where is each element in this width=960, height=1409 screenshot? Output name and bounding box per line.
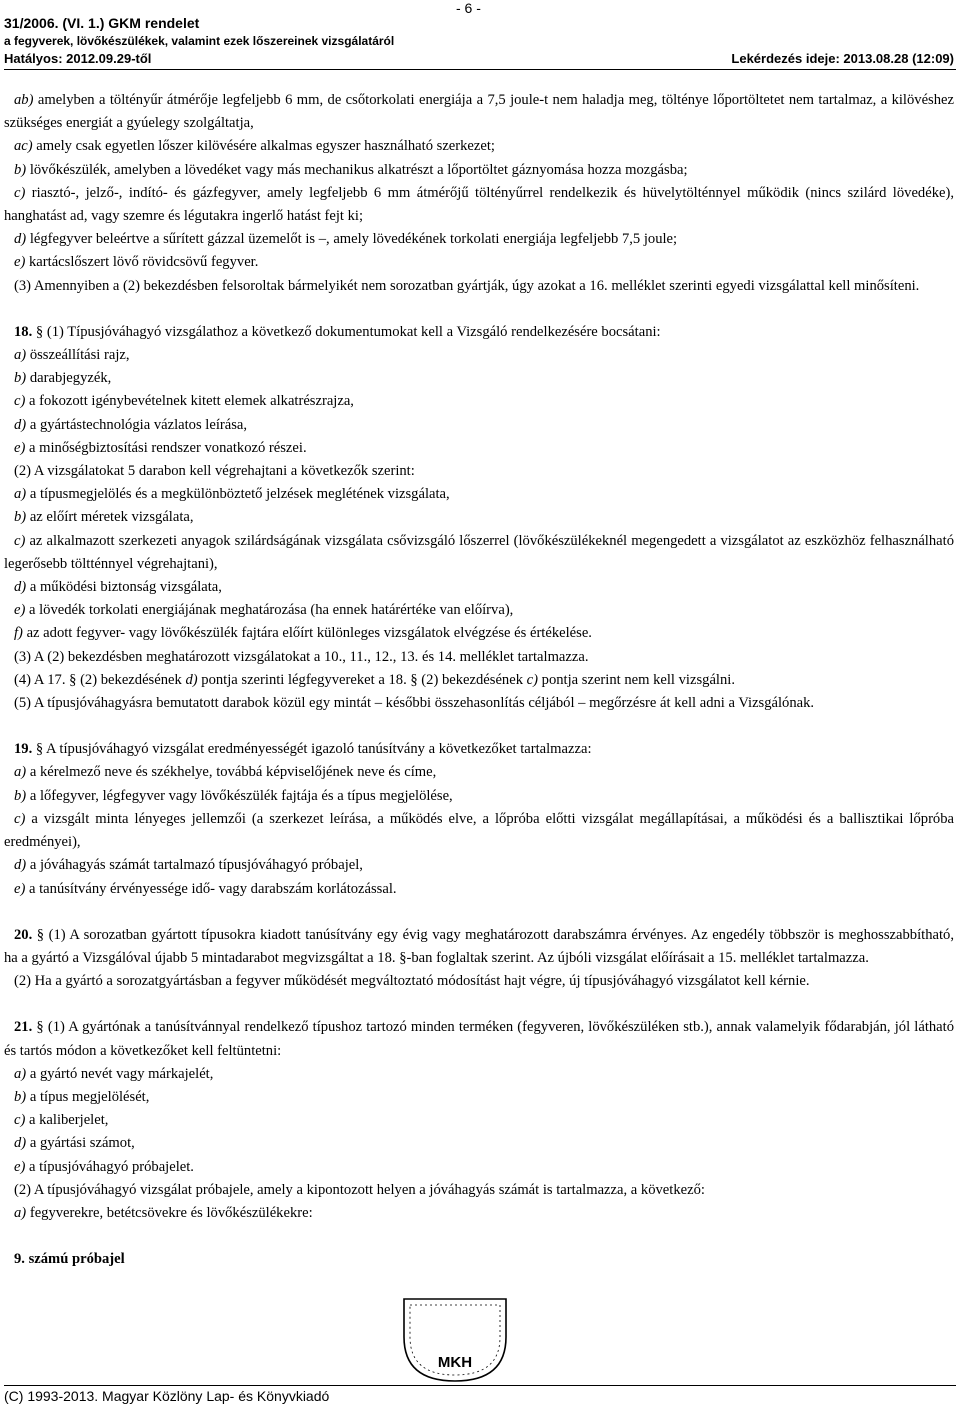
paragraph bbox=[4, 182, 954, 228]
item-text: a kérelmező neve és székhelye, továbbá képviselőjének neve és címe, bbox=[29, 764, 437, 781]
item-text: a gyártástechnológia vázlatos leírása, bbox=[29, 416, 248, 433]
item-label: b) bbox=[14, 370, 27, 387]
list-item bbox=[4, 1132, 954, 1155]
item-label: c) bbox=[14, 393, 26, 410]
section-number: 20. bbox=[14, 926, 33, 943]
item-label: e) bbox=[14, 254, 26, 271]
list-item bbox=[4, 785, 954, 808]
item-text: a jóváhagyás számát tartalmazó típusjóváhagyó próbajel, bbox=[29, 857, 363, 874]
text-run: pontja szerint nem kell vizsgálni. bbox=[541, 671, 735, 688]
list-item bbox=[4, 761, 954, 784]
text-run: pontja szerinti légfegyvereket a 18. § (2) bekezdésének bbox=[201, 671, 523, 688]
item-label: a) bbox=[14, 1065, 27, 1082]
spacer bbox=[4, 715, 954, 738]
section-text: § (1) Típusjóváhagyó vizsgálathoz a következő dokumentumokat kell a Vizsgáló rendelkezésére bocsátani: bbox=[35, 323, 661, 340]
page-number: - 6 - bbox=[456, 0, 481, 16]
item-text: a tanúsítvány érvényessége idő- vagy darabszám korlátozással. bbox=[29, 880, 397, 897]
item-label: a) bbox=[14, 1204, 27, 1221]
spacer bbox=[4, 901, 954, 924]
item-text: kartácslőszert lövő rövidcsövű fegyver. bbox=[29, 254, 259, 271]
paragraph: (5) A típusjóváhagyásra bemutatott darabok közül egy mintát – későbbi összehasonlítás céljából – megőrzésre át kell adni a Vizsgálónak. bbox=[14, 695, 815, 712]
section-21 bbox=[4, 1016, 954, 1062]
item-label: d) bbox=[14, 579, 27, 596]
item-text: lövőkészülék, amelyben a lövedéket vagy más mechanikus alkatrészt a lőportöltet gáznyomása hozza mozgásba; bbox=[29, 161, 688, 178]
item-text: amelyben a töltényűr átmérője legfeljebb 6 mm, de csőtorkolati energiája a 7,5 joule-t nem haladja meg, tölténye lőportöltetet nem tartalmaz, a kilövéshez szükséges energiát a gyúelegy szolgáltatja, bbox=[4, 92, 954, 132]
list-item bbox=[4, 390, 954, 413]
list-item bbox=[4, 1086, 954, 1109]
proof-mark-heading: 9. számú próbajel bbox=[14, 1251, 125, 1268]
item-text: a fokozott igénybevételnek kitett elemek alkatrészrajza, bbox=[29, 393, 354, 410]
section-number: 18. bbox=[14, 323, 33, 340]
item-label: e) bbox=[14, 880, 26, 897]
item-label: c) bbox=[14, 532, 26, 549]
query-time: Lekérdezés ideje: 2013.08.28 (12:09) bbox=[731, 51, 954, 66]
item-text: légfegyver beleértve a sűrített gázzal üzemelőt is –, amely lövedékének torkolati energiája legfeljebb 7,5 joule; bbox=[29, 231, 678, 248]
page-header bbox=[4, 0, 956, 70]
item-label: e) bbox=[14, 439, 26, 456]
section-20 bbox=[4, 924, 954, 970]
list-item bbox=[4, 530, 954, 576]
item-label: b) bbox=[14, 1088, 27, 1105]
item-label: c) bbox=[14, 1112, 26, 1129]
list-item bbox=[4, 1063, 954, 1086]
paragraph bbox=[4, 159, 954, 182]
item-text: összeállítási rajz, bbox=[29, 347, 130, 364]
item-label: f) bbox=[14, 625, 23, 642]
item-text: a gyártási számot, bbox=[29, 1135, 135, 1152]
paragraph: (2) A típusjóváhagyó vizsgálat próbajele, amely a kipontozott helyen a jóváhagyás számát is tartalmazza, a következő: bbox=[14, 1181, 705, 1198]
section-text: § (1) A sorozatban gyártott típusokra kiadott tanúsítvány egy évig vagy meghatározott darabszámra érvényes. Az engedély többször is meghosszabbítható, ha a gyártó a Vizsgálóval újabb 5 mintadarabot megvizsgáltat a 18. §-ban foglaltak szerint. Az újbóli vizsgálat előírásait a 15. melléklet tartalmazza. bbox=[4, 926, 954, 966]
list-item bbox=[4, 1109, 954, 1132]
section-19 bbox=[4, 738, 954, 761]
paragraph bbox=[4, 251, 954, 274]
item-label: e) bbox=[14, 602, 26, 619]
item-text: darabjegyzék, bbox=[29, 370, 112, 387]
paragraph bbox=[4, 228, 954, 251]
item-label: c) bbox=[14, 184, 26, 201]
document-body bbox=[4, 89, 954, 1271]
item-label: b) bbox=[14, 787, 27, 804]
list-item bbox=[4, 414, 954, 437]
stamp-text: MKH bbox=[437, 1354, 473, 1371]
section-number: 21. bbox=[14, 1019, 33, 1036]
list-item bbox=[4, 878, 954, 901]
section-number: 19. bbox=[14, 741, 33, 758]
paragraph: (2) Ha a gyártó a sorozatgyártásban a fegyver működését megváltoztató módosítást hajt végre, új típusjóváhagyó vizsgálatot kell kérnie. bbox=[14, 973, 810, 990]
section-text: § (1) A gyártónak a tanúsítvánnyal rendelkező típushoz tartozó minden terméken (fegyveren, lövőkészüléken stb.), annak valamelyik fődarabján, jól látható és tartós módon a következőket kell feltüntetni: bbox=[4, 1019, 954, 1059]
item-label: d) bbox=[185, 671, 198, 688]
list-item bbox=[4, 506, 954, 529]
spacer bbox=[4, 298, 954, 321]
header-divider bbox=[4, 69, 956, 70]
list-item bbox=[4, 622, 954, 645]
item-label: b) bbox=[14, 161, 27, 178]
item-text: a vizsgált minta lényeges jellemzői (a szerkezet leírása, a működés elve, a lőpróba előtti vizsgálat megállapításai, a működési és a ballisztikai lőpróba eredményei), bbox=[4, 810, 955, 851]
item-label: a) bbox=[14, 347, 27, 364]
paragraph bbox=[4, 89, 954, 135]
list-item bbox=[4, 367, 954, 390]
proof-mark-stamp bbox=[402, 1297, 508, 1383]
list-item bbox=[4, 1156, 954, 1179]
spacer bbox=[4, 993, 954, 1016]
document-title: 31/2006. (VI. 1.) GKM rendelet bbox=[4, 15, 200, 31]
item-text: a működési biztonság vizsgálata, bbox=[29, 579, 222, 596]
list-item bbox=[4, 1202, 954, 1225]
item-label: d) bbox=[14, 416, 27, 433]
paragraph: (3) Amennyiben a (2) bekezdésben felsoroltak bármelyikét nem sorozatban gyártják, úgy azokat a 16. melléklet szerinti egyedi vizsgálattal kell minősíteni. bbox=[14, 277, 920, 294]
item-label: e) bbox=[14, 1158, 26, 1175]
item-text: fegyverekre, betétcsövekre és lövőkészülékekre: bbox=[29, 1204, 313, 1221]
item-text: amely csak egyetlen lőszer kilövésére alkalmas egyszer használható szerkezet; bbox=[36, 138, 495, 155]
item-text: riasztó-, jelző-, indító- és gázfegyver, amely legfeljebb 6 mm átmérőjű töltényűrrel rendelkezik és hüvelytölténnyel működik (nincs szilárd lövedéke), hanghatást ad, vagy szemre és légutakra ingerlő hatást fejt ki; bbox=[4, 184, 954, 225]
item-label: ac) bbox=[14, 138, 33, 155]
paragraph bbox=[4, 135, 954, 158]
paragraph bbox=[4, 669, 954, 692]
list-item bbox=[4, 808, 954, 854]
paragraph: (2) A vizsgálatokat 5 darabon kell végrehajtani a következők szerint: bbox=[14, 463, 415, 480]
item-label: c) bbox=[14, 810, 26, 827]
item-text: az előírt méretek vizsgálata, bbox=[29, 509, 194, 526]
item-label: d) bbox=[14, 1135, 27, 1152]
list-item bbox=[4, 437, 954, 460]
section-text: § A típusjóváhagyó vizsgálat eredményességét igazoló tanúsítvány a következőket tartalmazza: bbox=[35, 741, 592, 758]
list-item bbox=[4, 599, 954, 622]
item-text: a kaliberjelet, bbox=[29, 1112, 109, 1129]
item-text: a típusjóváhagyó próbajelet. bbox=[29, 1158, 194, 1175]
item-label: ab) bbox=[14, 92, 34, 108]
text-run: (4) A 17. § (2) bekezdésének bbox=[14, 671, 182, 688]
item-label: d) bbox=[14, 857, 27, 874]
section-18 bbox=[4, 321, 954, 344]
item-text: a lövedék torkolati energiájának meghatározása (ha ennek határértéke van előírva), bbox=[29, 602, 514, 619]
item-text: a típus megjelölését, bbox=[29, 1088, 150, 1105]
item-label: a) bbox=[14, 486, 27, 503]
list-item bbox=[4, 344, 954, 367]
item-label: d) bbox=[14, 231, 27, 248]
spacer bbox=[4, 1225, 954, 1248]
item-text: az alkalmazott szerkezeti anyagok szilárdságának vizsgálata csővizsgáló lőszerrel (lövőkészülékeknél megengedett a vizsgálatot az eszközhöz felhasználható legerősebb töltténnyel végrehajtani), bbox=[4, 532, 954, 572]
footer-copyright: (C) 1993-2013. Magyar Közlöny Lap- és Könyvkiadó bbox=[4, 1388, 330, 1404]
validity-date: Hatályos: 2012.09.29-től bbox=[4, 51, 152, 66]
item-label: c) bbox=[526, 671, 538, 688]
item-text: a típusmegjelölés és a megkülönböztető jelzések meglétének vizsgálata, bbox=[29, 486, 450, 503]
item-text: a lőfegyver, légfegyver vagy lövőkészülék fajtája és a típus megjelölése, bbox=[29, 787, 453, 804]
list-item bbox=[4, 483, 954, 506]
item-label: a) bbox=[14, 764, 27, 781]
item-text: a gyártó nevét vagy márkajelét, bbox=[29, 1065, 214, 1082]
item-text: az adott fegyver- vagy lövőkészülék fajtára előírt különleges vizsgálatok elvégzése és értékelése. bbox=[26, 625, 592, 642]
list-item bbox=[4, 854, 954, 877]
paragraph: (3) A (2) bekezdésben meghatározott vizsgálatokat a 10., 11., 12., 13. és 14. melléklet tartalmazza. bbox=[14, 648, 589, 665]
item-label: b) bbox=[14, 509, 27, 526]
item-text: a minőségbiztosítási rendszer vonatkozó részei. bbox=[29, 439, 307, 456]
footer-divider bbox=[4, 1385, 956, 1386]
document-subtitle: a fegyverek, lövőkészülékek, valamint ezek lőszereinek vizsgálatáról bbox=[4, 34, 395, 48]
list-item bbox=[4, 576, 954, 599]
